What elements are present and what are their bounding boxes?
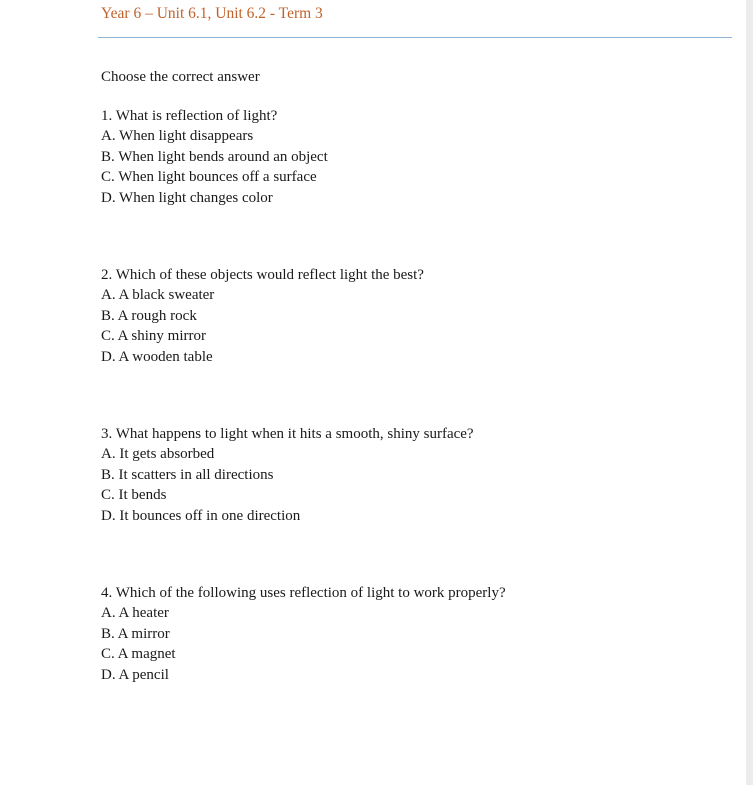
answer-option: B. When light bends around an object [101, 148, 328, 165]
answer-option: B. A rough rock [101, 307, 197, 324]
question-block [101, 424, 474, 526]
question-text: 2. Which of these objects would reflect light the best? [101, 267, 424, 283]
answer-option: C. A magnet [101, 646, 176, 663]
question-text: 3. What happens to light when it hits a smooth, shiny surface? [101, 426, 474, 442]
answer-option: A. It gets absorbed [101, 446, 215, 463]
answer-option: C. A shiny mirror [101, 328, 207, 345]
answer-option: A. A black sweater [101, 287, 215, 304]
question-block [101, 583, 506, 685]
answer-option: C. When light bounces off a surface [101, 169, 317, 186]
question-text: 4. Which of the following uses reflection of light to work properly? [101, 585, 506, 601]
question-block [101, 106, 328, 208]
answer-option: C. It bends [101, 487, 167, 504]
instructions: Choose the correct answer [101, 69, 260, 85]
question-text: 1. What is reflection of light? [101, 108, 278, 124]
answer-option: A. A heater [101, 605, 169, 622]
answer-option: B. It scatters in all directions [101, 466, 274, 483]
answer-option: D. A pencil [101, 666, 169, 683]
answer-option: A. When light disappears [101, 128, 254, 145]
question-block [101, 265, 424, 367]
answer-option: B. A mirror [101, 625, 170, 642]
header-divider [98, 37, 732, 38]
answer-option: D. When light changes color [101, 189, 273, 206]
answer-option: D. It bounces off in one direction [101, 507, 301, 524]
viewer-scroll-gutter [746, 0, 753, 785]
page-header: Year 6 – Unit 6.1, Unit 6.2 - Term 3 [101, 5, 323, 22]
answer-option: D. A wooden table [101, 348, 213, 365]
